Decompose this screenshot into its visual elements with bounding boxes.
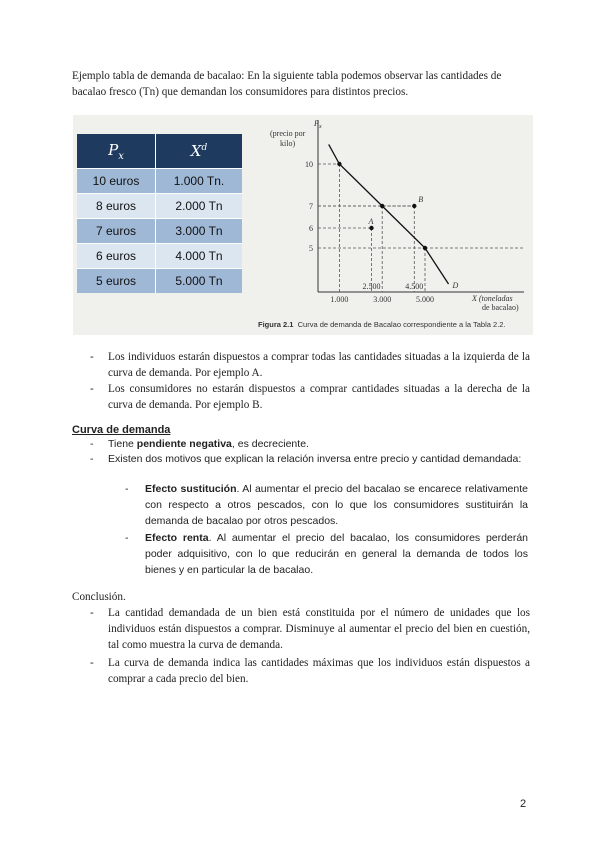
price-cell: 8 euros	[77, 194, 156, 219]
effect-income: - Efecto renta. Al aumentar el precio del bacalao, los consumidores perderán poder adquisitivo, con lo que reducirán en general la demanda de todos los bienes y en particular la de bacalao.	[125, 532, 528, 576]
conclusion-list	[90, 605, 530, 687]
list-item: - Tiene pendiente negativa, es decreciente.	[90, 437, 530, 452]
point-label: B	[418, 195, 424, 204]
table-row	[77, 194, 242, 219]
y-axis-label: (precio por	[270, 129, 306, 138]
table-row	[77, 169, 242, 194]
curva-list	[90, 437, 530, 467]
figure-caption: Figura 2.1 Curva de demanda de Bacalao correspondiente a la Tabla 2.2.	[258, 320, 506, 329]
table-row	[77, 219, 242, 244]
curve-label: D	[452, 281, 459, 290]
y-axis-symbol: P	[314, 119, 319, 128]
y-axis-symbol-sub: x	[319, 124, 322, 130]
data-point	[380, 204, 384, 208]
list-item: - Los individuos estarán dispuestos a comprar todas las cantidades situadas a la izquierda de la curva de demanda. Por ejemplo A.	[90, 349, 530, 381]
table-row	[77, 269, 242, 294]
points-list	[90, 349, 530, 413]
quantity-cell: 1.000 Tn.	[156, 169, 243, 194]
y-axis-label: kilo)	[280, 139, 296, 148]
quantity-cell: 5.000 Tn	[156, 269, 243, 294]
list-item: - Los consumidores no estarán dispuestos a comprar cantidades situadas a la derecha de la curva de demanda. Por ejemplo B.	[90, 381, 530, 413]
x-axis-label: de bacalao)	[482, 303, 519, 312]
price-cell: 7 euros	[77, 219, 156, 244]
demand-table	[77, 134, 242, 293]
table-header-quantity: $X^d$	[156, 134, 243, 169]
effect-substitution: - Efecto sustitución. Al aumentar el precio del bacalao se encarece relativamente con respecto a otros pescados, con lo que los consumidores sustituirán la demanda de bacalao por otros pescados.	[125, 483, 528, 527]
y-tick-label: 5	[309, 244, 313, 253]
price-cell: 5 euros	[77, 269, 156, 294]
data-point	[369, 226, 373, 230]
quantity-cell: 2.000 Tn	[156, 194, 243, 219]
data-point	[423, 246, 427, 250]
quantity-cell: 3.000 Tn	[156, 219, 243, 244]
y-tick-label: 6	[309, 224, 313, 233]
y-tick-label: 7	[309, 202, 313, 211]
table-row	[77, 244, 242, 269]
price-cell: 6 euros	[77, 244, 156, 269]
x-tick-label: 3.000	[373, 295, 392, 304]
x-tick-label: 1.000	[330, 295, 349, 304]
x-tick-label: 5.000	[416, 295, 434, 304]
section-heading-curva: Curva de demanda	[72, 424, 171, 436]
demand-chart	[262, 112, 532, 318]
conclusion-heading: Conclusión.	[72, 591, 126, 603]
y-tick-label: 10	[305, 160, 313, 169]
table-header-price: $P_x$	[77, 134, 156, 169]
intro-paragraph: Ejemplo tabla de demanda de bacalao: En la siguiente tabla podemos observar las cantidades de bacalao fresco (Tn) que demandan los consumidores para distintos precios.	[72, 70, 502, 98]
list-item: - La cantidad demandada de un bien está constituida por el número de unidades que los individuos están dispuestos a comprar. Disminuye al aumentar el precio del bien en cuestión, tal como muestra la curva de demanda.	[90, 605, 530, 653]
x-axis-label: X (toneladas	[472, 294, 513, 303]
point-label: A	[368, 217, 374, 226]
x-tick-label: 2.500	[362, 282, 381, 291]
list-item: - Existen dos motivos que explican la relación inversa entre precio y cantidad demandada:	[90, 452, 530, 467]
x-tick-label: 4.500	[405, 282, 424, 291]
data-point	[412, 204, 416, 208]
data-point	[337, 162, 341, 166]
page-number: 2	[520, 798, 527, 810]
quantity-cell: 4.000 Tn	[156, 244, 243, 269]
list-item: - La curva de demanda indica las cantidades máximas que los individuos están dispuestos a comprar a cada precio del bien.	[90, 655, 530, 687]
demand-curve	[329, 144, 449, 284]
price-cell: 10 euros	[77, 169, 156, 194]
